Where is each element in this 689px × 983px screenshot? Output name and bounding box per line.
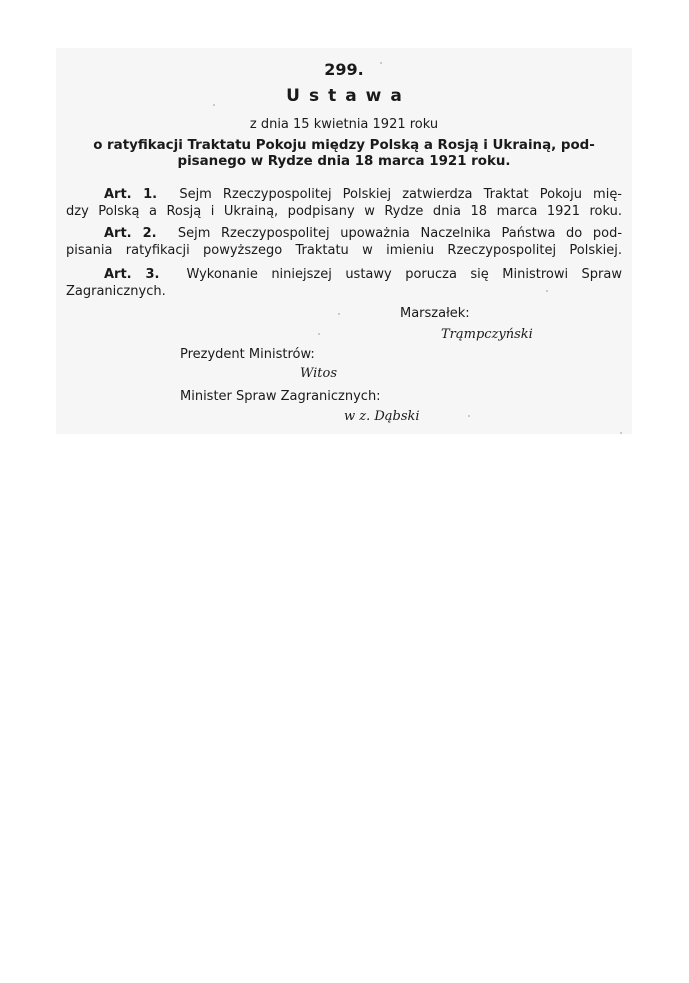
article-text: pisania ratyfikacji powyższego Traktatu w imieniu Rzeczypospolitej Polskiej. bbox=[66, 243, 622, 258]
article-label: Art. 3. bbox=[104, 267, 160, 282]
article-text: Zagranicznych. bbox=[66, 284, 166, 299]
article-label: Art. 1. bbox=[104, 187, 158, 202]
scan-speck bbox=[380, 62, 382, 64]
act-number: 299. bbox=[324, 60, 364, 79]
article-first-line bbox=[66, 266, 622, 283]
scan-speck bbox=[468, 415, 470, 417]
article-2 bbox=[66, 225, 622, 259]
article-first-line bbox=[66, 225, 622, 242]
subject-heading bbox=[66, 138, 622, 170]
signature-role-prime-minister: Prezydent Ministrów: bbox=[180, 347, 315, 362]
signature-role-marshal: Marszałek: bbox=[400, 306, 470, 321]
scan-speck bbox=[546, 290, 548, 292]
scan-speck bbox=[620, 432, 622, 434]
document-title: Ustawa bbox=[286, 86, 411, 106]
date-line: z dnia 15 kwietnia 1921 roku bbox=[249, 117, 439, 132]
signature-name-marshal: Trąmpczyński bbox=[441, 327, 533, 342]
article-text: Wykonanie niniejszej ustawy porucza się Ministrowi Spraw bbox=[186, 267, 622, 282]
article-text: dzy Polską a Rosją i Ukrainą, podpisany w Rydze dnia 18 marca 1921 roku. bbox=[66, 204, 622, 219]
signature-name-prime-minister: Witos bbox=[300, 366, 338, 381]
subject-line: pisanego w Rydze dnia 18 marca 1921 roku. bbox=[177, 154, 511, 169]
article-3 bbox=[66, 266, 622, 300]
article-first-line bbox=[66, 186, 622, 203]
scan-speck bbox=[213, 104, 215, 106]
subject-line: o ratyfikacji Traktatu Pokoju między Polską a Rosją i Ukrainą, pod- bbox=[93, 138, 595, 153]
article-text: Sejm Rzeczypospolitej Polskiej zatwierdza Traktat Pokoju mię- bbox=[179, 187, 623, 202]
signature-role-foreign-minister: Minister Spraw Zagranicznych: bbox=[180, 389, 381, 404]
scan-speck bbox=[318, 333, 320, 335]
signature-name-foreign-minister: w z. Dąbski bbox=[344, 409, 420, 424]
article-text: Sejm Rzeczypospolitej upoważnia Naczelnika Państwa do pod- bbox=[177, 226, 623, 241]
scan-speck bbox=[338, 313, 340, 315]
article-label: Art. 2. bbox=[104, 226, 157, 241]
article-1 bbox=[66, 186, 622, 220]
